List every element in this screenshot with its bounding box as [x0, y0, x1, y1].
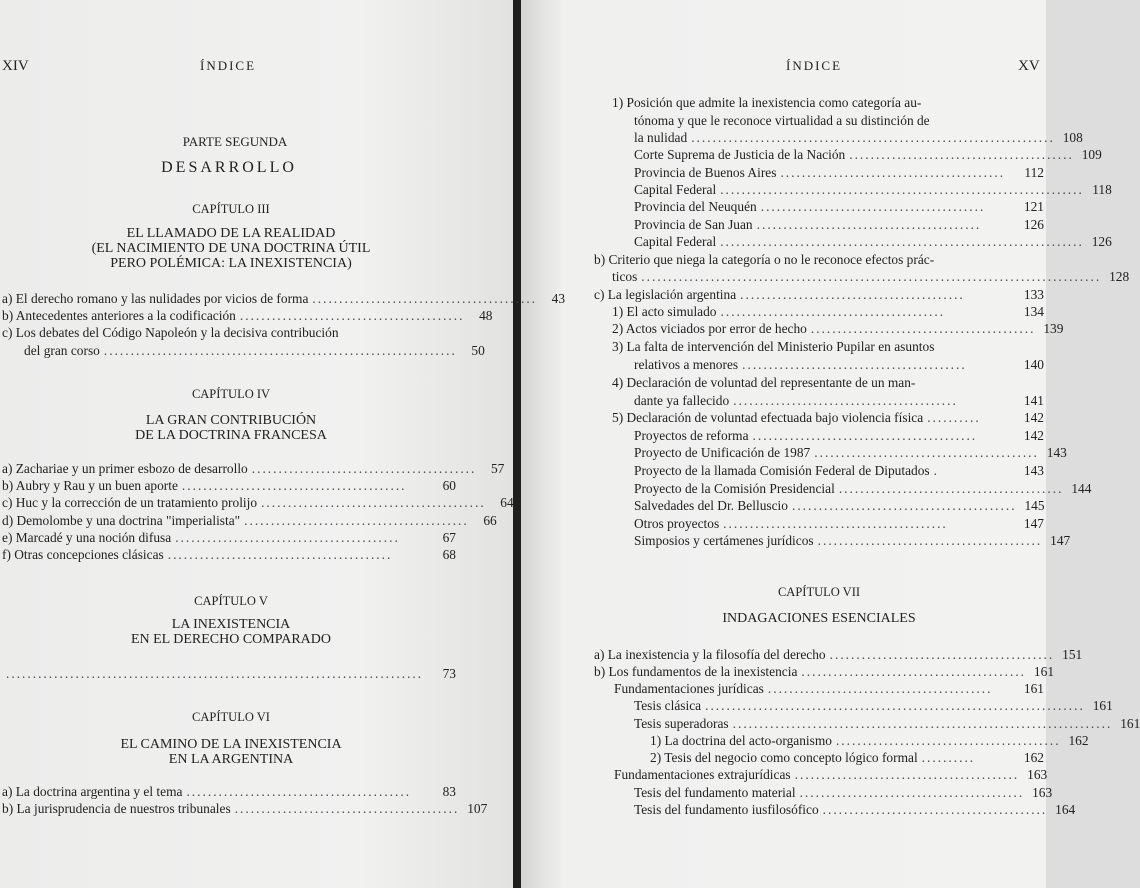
toc-entry-text: c) Los debates del Código Napoleón y la decisiva contribución	[2, 325, 339, 340]
toc-entry[interactable]: Capital Federal .................................................................... 118	[634, 182, 1112, 197]
toc-entry[interactable]: e) Marcadé y una noción difusa .......................................... 67	[2, 530, 456, 545]
toc-entry[interactable]: Salvedades del Dr. Belluscio .......................................... 145	[634, 498, 1045, 513]
toc-entry[interactable]: Provincia de Buenos Aires .......................................... 112	[634, 165, 1044, 180]
toc-entry[interactable]: 1) La doctrina del acto-organismo .......................................... 162	[650, 733, 1089, 748]
toc-entry[interactable]: 2) Tesis del negocio como concepto lógico formal .......... 162	[650, 750, 1044, 765]
toc-entry[interactable]: dante ya fallecido .......................................... 141	[634, 393, 1044, 408]
chapter-label: CAPÍTULO VII	[777, 585, 861, 599]
toc-entry[interactable]: ticos ...................................................................................... 128	[612, 269, 1130, 284]
chapter-heading: EL CAMINO DE LA INEXISTENCIA EN LA ARGENTINA	[120, 737, 342, 767]
toc-entry[interactable]: c) Huc y la corrección de un tratamiento prolijo .......................................... 64	[2, 495, 514, 510]
chapter-heading: LA GRAN CONTRIBUCIÓN DE LA DOCTRINA FRANCESA	[135, 413, 327, 443]
toc-entry[interactable]: d) Demolombe y una doctrina "imperialista" .......................................... 66	[2, 513, 497, 528]
toc-entry-text: 4) Declaración de voluntad del representante de un man-	[612, 375, 916, 390]
right-page-number: XV	[1018, 58, 1040, 74]
toc-entry[interactable]: a) La doctrina argentina y el tema .......................................... 83	[2, 784, 456, 799]
toc-entry[interactable]: c) La legislación argentina .......................................... 133	[594, 287, 1044, 302]
part-title: DESARROLLO	[161, 159, 297, 176]
toc-entry[interactable]: Capital Federal .................................................................... 126	[634, 234, 1112, 249]
toc-entry[interactable]: Proyecto de la llamada Comisión Federal de Diputados . 143	[634, 463, 1044, 478]
toc-entry[interactable]: Fundamentaciones jurídicas .......................................... 161	[614, 681, 1044, 696]
toc-entry[interactable]: Fundamentaciones extrajurídicas .......................................... 163	[614, 767, 1048, 782]
chapter-label: CAPÍTULO VI	[192, 710, 270, 724]
toc-entry-text: 3) La falta de intervención del Ministerio Pupilar en asuntos	[612, 339, 935, 354]
toc-entry[interactable]: a) La inexistencia y la filosofía del derecho .......................................... 151	[594, 647, 1083, 662]
toc-entry[interactable]: b) Los fundamentos de la inexistencia .......................................... 161	[594, 664, 1055, 679]
toc-entry[interactable]: Provincia del Neuquén .......................................... 121	[634, 199, 1044, 214]
toc-entry[interactable]: .............................................................................. 73	[6, 666, 456, 681]
chapter-label: CAPÍTULO III	[192, 202, 270, 216]
toc-entry[interactable]: Proyectos de reforma .......................................... 142	[634, 428, 1044, 443]
chapter-heading: INDAGACIONES ESENCIALES	[722, 611, 916, 626]
left-page-number: XIV	[2, 58, 29, 74]
left-running-header: ÍNDICE	[200, 58, 257, 73]
right-running-header: ÍNDICE	[786, 58, 843, 73]
toc-entry[interactable]: Otros proyectos .......................................... 147	[634, 516, 1044, 531]
chapter-heading: EL LLAMADO DE LA REALIDAD (EL NACIMIENTO DE UNA DOCTRINA ÚTIL PERO POLÉMICA: LA INEXISTENCIA)	[91, 226, 371, 271]
toc-entry-text: 1) Posición que admite la inexistencia como categoría au-	[612, 95, 922, 110]
toc-entry[interactable]: del gran corso .................................................................. 50	[24, 343, 485, 358]
toc-entry[interactable]: b) Aubry y Rau y un buen aporte .......................................... 60	[2, 478, 456, 493]
toc-entry[interactable]: Proyecto de la Comisión Presidencial .......................................... 144	[634, 481, 1092, 496]
toc-entry-text: b) Criterio que niega la categoría o no le reconoce efectos prác-	[594, 252, 935, 267]
toc-entry[interactable]: Provincia de San Juan .......................................... 126	[634, 217, 1044, 232]
part-label: PARTE SEGUNDA	[182, 134, 288, 149]
toc-entry[interactable]: 1) El acto simulado .......................................... 134	[612, 304, 1044, 319]
chapter-label: CAPÍTULO V	[194, 594, 268, 608]
toc-entry[interactable]: Simposios y certámenes jurídicos .......................................... 147	[634, 533, 1071, 548]
toc-entry-text: tónoma y que le reconoce virtualidad a su distinción de	[634, 113, 930, 128]
toc-entry[interactable]: Tesis del fundamento iusfilosófico .......................................... 164	[634, 802, 1076, 817]
toc-entry[interactable]: Tesis clásica ....................................................................... 161	[634, 698, 1113, 713]
toc-entry[interactable]: Corte Suprema de Justicia de la Nación .......................................... 109	[634, 147, 1102, 162]
toc-entry[interactable]: relativos a menores .......................................... 140	[634, 357, 1044, 372]
toc-entry[interactable]: b) Antecedentes anteriores a la codificación .......................................... 48	[2, 308, 493, 323]
toc-entry[interactable]: a) Zachariae y un primer esbozo de desarrollo .......................................... 57	[2, 461, 505, 476]
chapter-label: CAPÍTULO IV	[191, 387, 271, 401]
toc-entry[interactable]: Proyecto de Unificación de 1987 .......................................... 143	[634, 445, 1067, 460]
toc-entry[interactable]: Tesis superadoras ....................................................................... 161	[634, 716, 1140, 731]
toc-entry[interactable]: 2) Actos viciados por error de hecho .......................................... 139	[612, 321, 1064, 336]
toc-entry[interactable]: la nulidad .................................................................... 108	[634, 130, 1083, 145]
toc-entry[interactable]: b) La jurisprudencia de nuestros tribunales .......................................... 107	[2, 801, 488, 816]
toc-entry[interactable]: 5) Declaración de voluntad efectuada bajo violencia física .......... 142	[612, 410, 1044, 425]
book-gutter	[513, 0, 521, 888]
toc-entry[interactable]: f) Otras concepciones clásicas .......................................... 68	[2, 547, 456, 562]
toc-entry[interactable]: Tesis del fundamento material .......................................... 163	[634, 785, 1053, 800]
chapter-heading: LA INEXISTENCIA EN EL DERECHO COMPARADO	[130, 617, 332, 647]
toc-entry[interactable]: a) El derecho romano y las nulidades por vicios de forma .......................................... 43	[2, 291, 566, 306]
